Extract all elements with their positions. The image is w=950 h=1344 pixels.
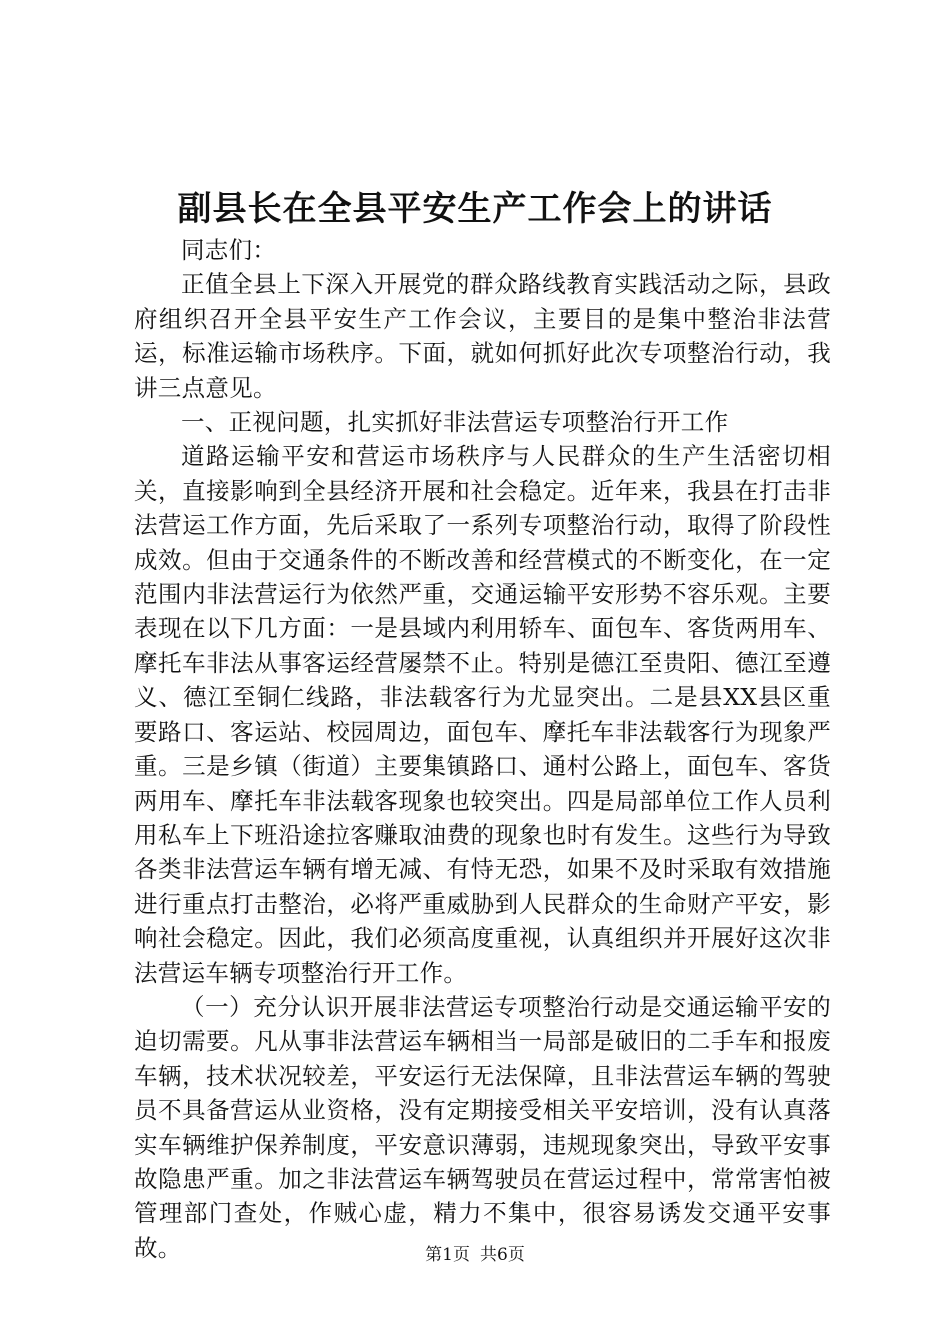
page-total: 共6页: [480, 1245, 525, 1265]
section-heading-1: 一、正视问题，扎实抓好非法营运专项整治行开工作: [181, 408, 729, 437]
page-number: 第1页: [425, 1245, 470, 1265]
page-footer: [0, 1244, 950, 1266]
body-paragraph: 道路运输平安和营运市场秩序与人民群众的生产生活密切相关，直接影响到全县经济开展和社会稳定。近年来，我县在打击非法营运工作方面，先后采取了一系列专项整治行动，取得了阶段性成效。但由于交通条件的不断改善和经营模式的不断变化，在一定范围内非法营运行为依然严重，交通运输平安形势不容乐观。主要表现在以下几方面：一是县域内利用轿车、面包车、客货两用车、摩托车非法从事客运经营屡禁不止。特别是德江至贵阳、德江至遵义、德江至铜仁线路，非法载客行为尤显突出。二是县XX县区重要路口、客运站、校园周边，面包车、摩托车非法载客行为现象严重。三是乡镇（街道）主要集镇路口、通村公路上，面包车、客货两用车、摩托车非法载客现象也较突出。四是局部单位工作人员利用私车上下班沿途拉客赚取油费的现象也时有发生。这些行为导致各类非法营运车辆有增无减、有恃无恐，如果不及时采取有效措施进行重点打击整治，必将严重威胁到人民群众的生命财产平安，影响社会稳定。因此，我们必须高度重视，认真组织并开展好这次非法营运车辆专项整治行开工作。: [134, 442, 831, 987]
body-paragraph: （一）充分认识开展非法营运专项整治行动是交通运输平安的迫切需要。凡从事非法营运车辆相当一局部是破旧的二手车和报废车辆，技术状况较差，平安运行无法保障，且非法营运车辆的驾驶员不具备营运从业资格，没有定期接受相关平安培训，没有认真落实车辆维护保养制度，平安意识薄弱，违规现象突出，导致平安事故隐患严重。加之非法营运车辆驾驶员在营运过程中，常常害怕被管理部门查处，作贼心虚，精力不集中，很容易诱发交通平安事故。: [134, 992, 831, 1262]
salutation-paragraph: 同志们：: [181, 236, 277, 264]
document-title: 副县长在全县平安生产工作会上的讲话: [177, 189, 773, 229]
document-body: [134, 233, 831, 1265]
intro-paragraph: 正值全县上下深入开展党的群众路线教育实践活动之际，县政府组织召开全县平安生产工作会议，主要目的是集中整治非法营运，标准运输市场秩序。下面，就如何抓好此次专项整治行动，我讲三点意见。: [134, 270, 831, 402]
